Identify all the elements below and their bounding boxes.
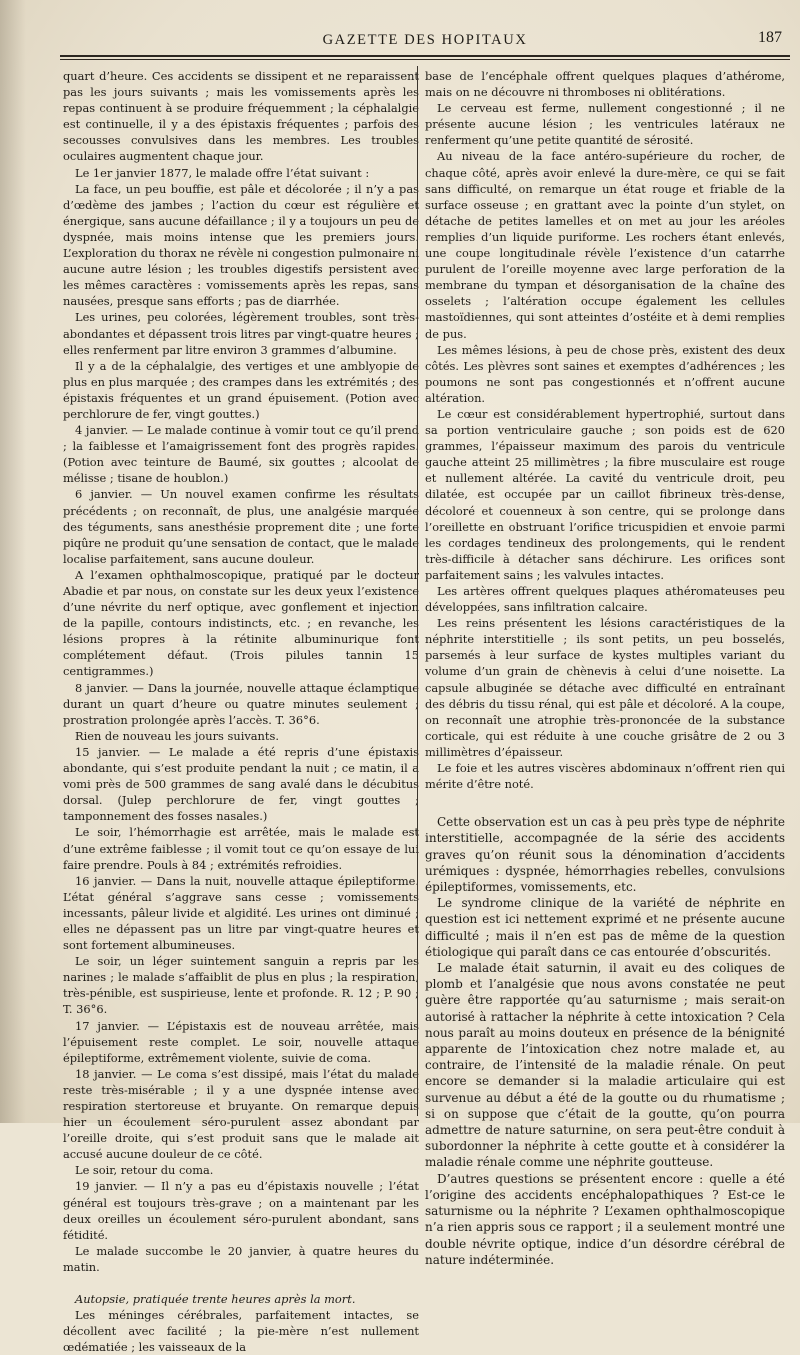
- paragraph: 8 janvier. — Dans la journée, nouvelle attaque éclamptique durant un quart d’heure ou quatre minutes seulement ; prostration prolongée après l’accès. T. 36°6.: [63, 680, 419, 727]
- paragraph: Les reins présentent les lésions caractéristiques de la néphrite interstitielle ; ils sont petits, un peu bosselés, parsemés à leur surface de kystes multiples variant du volume d’un grain de chènevis à celui d’une noisette. La capsule albuginée se détache avec difficulté en entraînant des débris du tissu rénal, qui est pâle et décoloré. A la coupe, on reconnaît une atrophie très-prononcée de la substance corticale, qui est réduite à une couche grisâtre de 2 ou 3 millimètres d’épaisseur.: [425, 616, 785, 759]
- paragraph: Les mêmes lésions, à peu de chose près, existent des deux côtés. Les plèvres sont saines et exemptes d’adhérences ; les poumons ne sont pas congestionnés et n’offrent aucune altération.: [425, 342, 785, 405]
- paragraph: base de l’encéphale offrent quelques plaques d’athérome, mais on ne découvre ni thromboses ni oblitérations.: [425, 69, 785, 100]
- paragraph: Le soir, retour du coma.: [75, 1163, 214, 1178]
- paragraph: 18 janvier. — Le coma s’est dissipé, mais l’état du malade reste très-misérable ; il y a une dyspnée intense avec respiration stertoreuse et bruyante. On remarque depuis hier un écoulement séro-purulent assez abondant par l’oreille droite, qui s’est produit sans que le malade ait accusé aucune douleur de ce côté.: [63, 1066, 419, 1162]
- paragraph: Le foie et les autres viscères abdominaux n’offrent rien qui mérite d’être noté.: [425, 761, 785, 792]
- paragraph: Le cœur est considérablement hypertrophié, surtout dans sa portion ventriculaire gauche ; son poids est de 620 grammes, l’épaisseur maximum des parois du ventricule gauche atteint 25 millimètres ; la fibre musculaire est rouge et nullement altérée. La cavité du ventricule droit, peu dilatée, est occupée par un caillot fibrineux très-dense, décoloré et couenneux à son centre, qui se prolonge dans l’oreillette en obstruant l’orifice tricuspidien et envoie parmi les cordages tendineux des prolongements, qui le rendent très-difficile à détacher sans déchirure. Les orifices sont parfaitement sains ; les valvules intactes.: [425, 406, 785, 582]
- paragraph: Les méninges cérébrales, parfaitement intactes, se décollent avec facilité ; la pie-mère n’est nullement œdématiée ; les vaisseaux de la: [63, 1308, 419, 1355]
- paragraph: Les urines, peu colorées, légèrement troubles, sont très-abondantes et dépassent trois litres par vingt-quatre heures ; elles renferment par litre environ 3 grammes d’albumine.: [63, 310, 419, 357]
- paragraph: 19 janvier. — Il n’y a pas eu d’épistaxis nouvelle ; l’état général est toujours très-grave ; on a maintenant par les deux oreilles un écoulement séro-purulent abondant, sans fétidité.: [63, 1179, 419, 1242]
- binding-shadow: [0, 0, 26, 1123]
- page-header: [60, 26, 790, 58]
- right-column: [425, 68, 785, 1268]
- paragraph: Le 1er janvier 1877, le malade offre l’état suivant :: [75, 165, 370, 180]
- page-number: 187: [758, 29, 782, 46]
- paragraph: 16 janvier. — Dans la nuit, nouvelle attaque épileptiforme. L’état général s’aggrave sans cesse ; vomissements incessants, pâleur livide et algidité. Les urines ont diminué ; elles ne dépassent pas un litre par vingt-quatre heures et sont fortement albumineuses.: [63, 873, 419, 953]
- paragraph: Le cerveau est ferme, nullement congestionné ; il ne présente aucune lésion ; les ventricules latéraux ne renferment qu’une petite quantité de sérosité.: [425, 101, 785, 148]
- autopsy-heading: Autopsie, pratiquée trente heures après la mort.: [75, 1292, 356, 1307]
- paragraph: La face, un peu bouffie, est pâle et décolorée ; il n’y a pas d’œdème des jambes ; l’action du cœur est régulière et énergique, sans aucune défaillance ; il y a toujours un peu de dyspnée, mais moins intense que les premiers jours. L’exploration du thorax ne révèle ni congestion pulmonaire ni aucune autre lésion ; les troubles digestifs persistent avec les mêmes caractères : vomissements après les repas, sans nausées, presque sans efforts ; pas de diarrhée.: [63, 181, 419, 309]
- paragraph: Le syndrome clinique de la variété de néphrite en question est ici nettement exprimé et ne présente aucune difficulté ; mais il n’en est pas de même de la question étiologique qui paraît dans ce cas entourée d’obscurités.: [425, 896, 785, 959]
- header-rule-thick: [60, 55, 790, 57]
- paragraph: Au niveau de la face antéro-supérieure du rocher, de chaque côté, après avoir enlevé la dure-mère, ce qui se fait sans difficulté, on remarque un état rouge et friable de la surface osseuse ; en grattant avec la pointe d’un stylet, on détache de petites lamelles et on met au jour les aréoles remplies d’un liquide puriforme. Les rochers étant enlevés, une coupe longitudinale révèle l’existence d’un catarrhe purulent de l’oreille moyenne avec large perforation de la membrane du tympan et désorganisation de la chaîne des osselets ; l’altération occupe également les cellules mastoïdiennes, qui sont atteintes d’ostéite et à demi remplies de pus.: [425, 149, 785, 341]
- paragraph: Le soir, l’hémorrhagie est arrêtée, mais le malade est d’une extrême faiblesse ; il vomit tout ce qu’on essaye de lui faire prendre. Pouls à 84 ; extrémités refroidies.: [63, 825, 419, 872]
- paragraph: 15 janvier. — Le malade a été repris d’une épistaxis abondante, qui s’est produite pendant la nuit ; ce matin, il a vomi près de 500 grammes de sang avalé dans le décubitus dorsal. (Julep perchlorure de fer, vingt gouttes ; tamponnement des fosses nasales.): [63, 744, 419, 824]
- paragraph: Le malade succombe le 20 janvier, à quatre heures du matin.: [63, 1243, 419, 1274]
- paragraph: Rien de nouveau les jours suivants.: [75, 728, 279, 743]
- paragraph: Le malade était saturnin, il avait eu des coliques de plomb et l’analgésie que nous avons constatée ne peut guère être rapportée qu’au saturnisme ; mais serait-on autorisé à rattacher la néphrite à cette intoxication ? Cela nous paraît au moins douteux en présence de la bénignité apparente de l’intoxication chez notre malade et, au contraire, de l’intensité de la maladie rénale. On peut encore se demander si la maladie articulaire qui est survenue au début a été de la goutte ou du rhumatisme ; si on suppose que c’était de la goutte, qu’on pourra admettre de nature saturnine, on sera peut-être conduit à subordonner la néphrite à cette goutte et à considérer la maladie rénale comme une néphrite goutteuse.: [425, 961, 785, 1170]
- paragraph: Cette observation est un cas à peu près type de néphrite interstitielle, accompagnée de la série des accidents graves qu’on réunit sous la dénomination d’accidents urémiques : dyspnée, hémorrhagies rebelles, convulsions épileptiformes, vomissements, etc.: [425, 815, 785, 895]
- running-head: GAZETTE DES HOPITAUX: [322, 32, 528, 48]
- header-rule-thin: [60, 59, 790, 60]
- paragraph: D’autres questions se présentent encore : quelle a été l’origine des accidents encéphalopathiques ? Est-ce le saturnisme ou la néphrite ? L’examen ophthalmoscopique n’a rien appris sous ce rapport ; il a seulement montré une double névrite optique, indice d’un désordre cérébral de nature indéterminée.: [425, 1171, 785, 1267]
- paragraph: Le soir, un léger suintement sanguin a repris par les narines ; le malade s’affaiblit de plus en plus ; la respiration, très-pénible, est suspirieuse, lente et profonde. R. 12 ; P. 90 ; T. 36°6.: [63, 954, 419, 1017]
- paragraph: 4 janvier. — Le malade continue à vomir tout ce qu’il prend ; la faiblesse et l’amaigrissement font des progrès rapides. (Potion avec teinture de Baumé, six gouttes ; alcoolat de mélisse ; tisane de houblon.): [63, 423, 419, 486]
- column-divider: [417, 66, 418, 1116]
- paragraph: quart d’heure. Ces accidents se dissipent et ne reparaissent pas les jours suivants ; mais les vomissements après les repas continuent à se produire fréquemment ; la céphalalgie est continuelle, il y a des épistaxis fréquentes ; parfois des secousses convulsives dans les membres. Les troubles oculaires augmentent chaque jour.: [63, 69, 419, 164]
- paragraph: A l’examen ophthalmoscopique, pratiqué par le docteur Abadie et par nous, on constate sur les deux yeux l’existence d’une névrite du nerf optique, avec gonflement et injection de la papille, contours indistincts, etc. ; en revanche, les lésions propres à la rétinite albuminurique font complétement défaut. (Trois pilules tannin 15 centigrammes.): [63, 567, 419, 679]
- paragraph: 17 janvier. — L’épistaxis est de nouveau arrêtée, mais l’épuisement reste complet. Le soir, nouvelle attaque épileptiforme, extrêmement violente, suivie de coma.: [63, 1018, 419, 1065]
- paragraph: 6 janvier. — Un nouvel examen confirme les résultats précédents ; on reconnaît, de plus, une analgésie marquée des téguments, sans anesthésie proprement dite ; une forte piqûre ne produit qu’une sensation de contact, que le malade localise parfaitement, sans aucune douleur.: [63, 487, 419, 566]
- left-column: [63, 68, 419, 1355]
- paragraph: Il y a de la céphalalgie, des vertiges et une amblyopie de plus en plus marquée ; des crampes dans les extrémités ; des épistaxis fréquentes et un grand épuisement. (Potion avec perchlorure de fer, vingt gouttes.): [63, 358, 419, 421]
- paragraph: Les artères offrent quelques plaques athéromateuses peu développées, sans infiltration calcaire.: [425, 584, 785, 615]
